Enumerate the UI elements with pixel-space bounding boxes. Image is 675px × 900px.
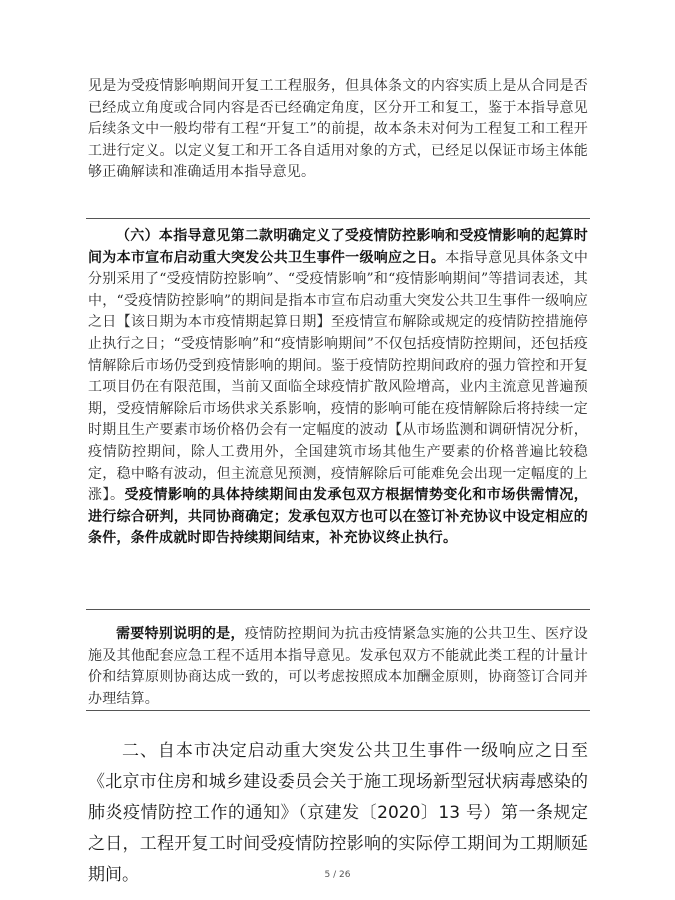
special-note-heading: 需要特别说明的是， [116, 626, 245, 642]
section-divider [86, 218, 590, 219]
paragraph-epidemic-impact [88, 226, 588, 550]
section-two-text: 二、自本市决定启动重大突发公共卫生事件一级响应之日至《北京市住房和城乡建设委员会关于施工现场新型冠状病毒感染的肺炎疫情防控工作的通知》（京建发〔2020〕13 号）第一条规定之日，工程开复工时间受疫情防控影响的实际停工期间为工期顺延期间。 [88, 741, 588, 885]
paragraph-definition-scope: 见是为受疫情影响期间开复工工程服务，但具体条文的内容实质上是从合同是否已经成立角度或合同内容是否已经确定角度，区分开工和复工，鉴于本指导意见后续条文中一般均带有工程“开复工”的前提，故本条未对何为工程复工和工程开工进行定义。以定义复工和开工各自适用对象的方式，已经足以保证市场主体能够正确解读和准确适用本指导意见。 [88, 78, 588, 181]
special-note-body: 疫情防控期间为抗击疫情紧急实施的公共卫生、医疗设施及其他配套应急工程不适用本指导意见。发承包双方不能就此类工程的计量计价和结算原则协商达成一致的，可以考虑按照成本加酬金原则，协商签订合同并办理结算。 [88, 626, 588, 707]
paragraph-special-note [88, 624, 588, 710]
section-divider [86, 609, 590, 610]
paragraph-epidemic-impact-heading: （六）本指导意见第二款明确定义了受疫情防控影响和受疫情影响的起算时间为本市宣布启动重大突发公共卫生事件一级响应之日。 [88, 228, 588, 266]
page-number: 5 / 26 [324, 870, 351, 880]
paragraph-epidemic-impact-conclusion: 受疫情影响的具体持续期间由发承包双方根据情势变化和市场供需情况，进行综合研判，共同协商确定；发承包双方也可以在签订补充协议中设定相应的条件，条件成就时即告持续期间结束，补充协议终止执行。 [88, 487, 588, 547]
section-divider [86, 710, 590, 711]
paragraph-epidemic-impact-body: 本指导意见具体条文中分别采用了“受疫情防控影响”、“受疫情影响”和“疫情影响期间”等措词表述，其中，“受疫情防控影响”的期间是指本市宣布启动重大突发公共卫生事件一级响应之日【该日期为本市疫情期起算日期】至疫情宣布解除或规定的疫情防控措施停止执行之日；“受疫情影响”和“疫情影响期间”不仅包括疫情防控期间，还包括疫情解除后市场仍受到疫情影响的期间。鉴于疫情防控期间政府的强力管控和开复工项目仍在有限范围，当前又面临全球疫情扩散风险增高，业内主流意见普遍预期，受疫情解除后市场供求关系影响，疫情的影响可能在疫情解除后将持续一定时期且生产要素市场价格仍会有一定幅度的波动【从市场监测和调研情况分析，疫情防控期间，除人工费用外，全国建筑市场其他生产要素的价格普遍比较稳定，稳中略有波动，但主流意见预测，疫情解除后可能难免会出现一定幅度的上涨】。 [88, 249, 589, 504]
